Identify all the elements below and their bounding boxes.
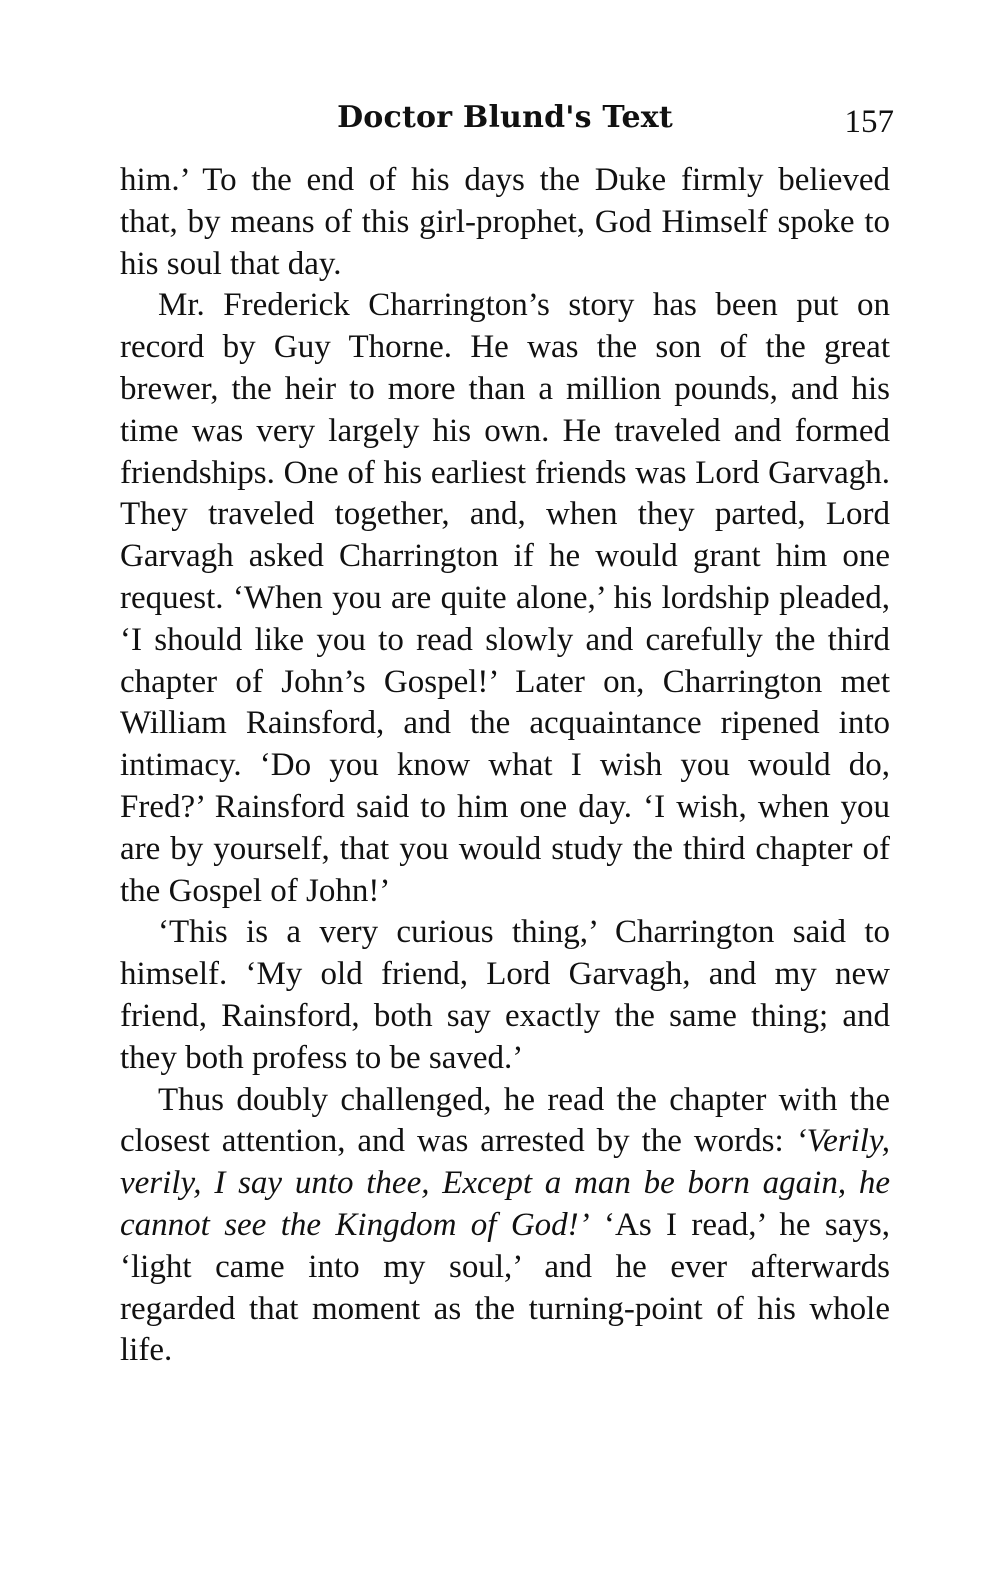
paragraph-charrington-story: Mr. Frederick Charrington’s story has been put on record by Guy Thorne. He was the son of the great brewer, the heir to more than a million pounds, and his time was very largely his own. He traveled and formed friendships. One of his earliest friends was Lord Garvagh. They traveled together, and, when they parted, Lord Garvagh asked Charrington if he would grant him one request. ‘When you are quite alone,’ his lordship pleaded, ‘I should like you to read slowly and carefully the third chapter of John’s Gospel!’ Later on, Charrington met William Rainsford, and the acquaintance ripened into intimacy. ‘Do you know what I wish you would do, Fred?’ Rainsford said to him one day. ‘I wish, when you are by yourself, that you would study the third chapter of the Gospel of John!’ (120, 287, 890, 909)
scripture-quotation: ‘Verily, verily, I say unto thee, Except a man be born again, he cannot see the Kingdom of God!’ (120, 1123, 890, 1243)
page-number: 157 (844, 104, 894, 140)
paragraph-doubly-challenged (120, 1080, 890, 1373)
body-text (120, 160, 890, 1372)
running-title: Doctor Blund's Text (337, 100, 673, 135)
paragraph-curious-thing: ‘This is a very curious thing,’ Charrington said to himself. ‘My old friend, Lord Garvagh, and my new friend, Rainsford, both say exactly the same thing; and they both profess to be saved.’ (120, 914, 890, 1076)
paragraph-continuation: him.’ To the end of his days the Duke firmly believed that, by means of this girl-prophet, God Himself spoke to his soul that day. (120, 162, 890, 282)
running-head (120, 96, 894, 146)
paragraph-lead-text: Thus doubly challenged, he read the chapter with the closest attention, and was arrested by the words: (120, 1081, 890, 1160)
paragraph-closing-text: ‘As I read,’ he says, ‘light came into my soul,’ and he ever afterwards regarded that moment as the turning-point of his whole life. (120, 1206, 890, 1369)
